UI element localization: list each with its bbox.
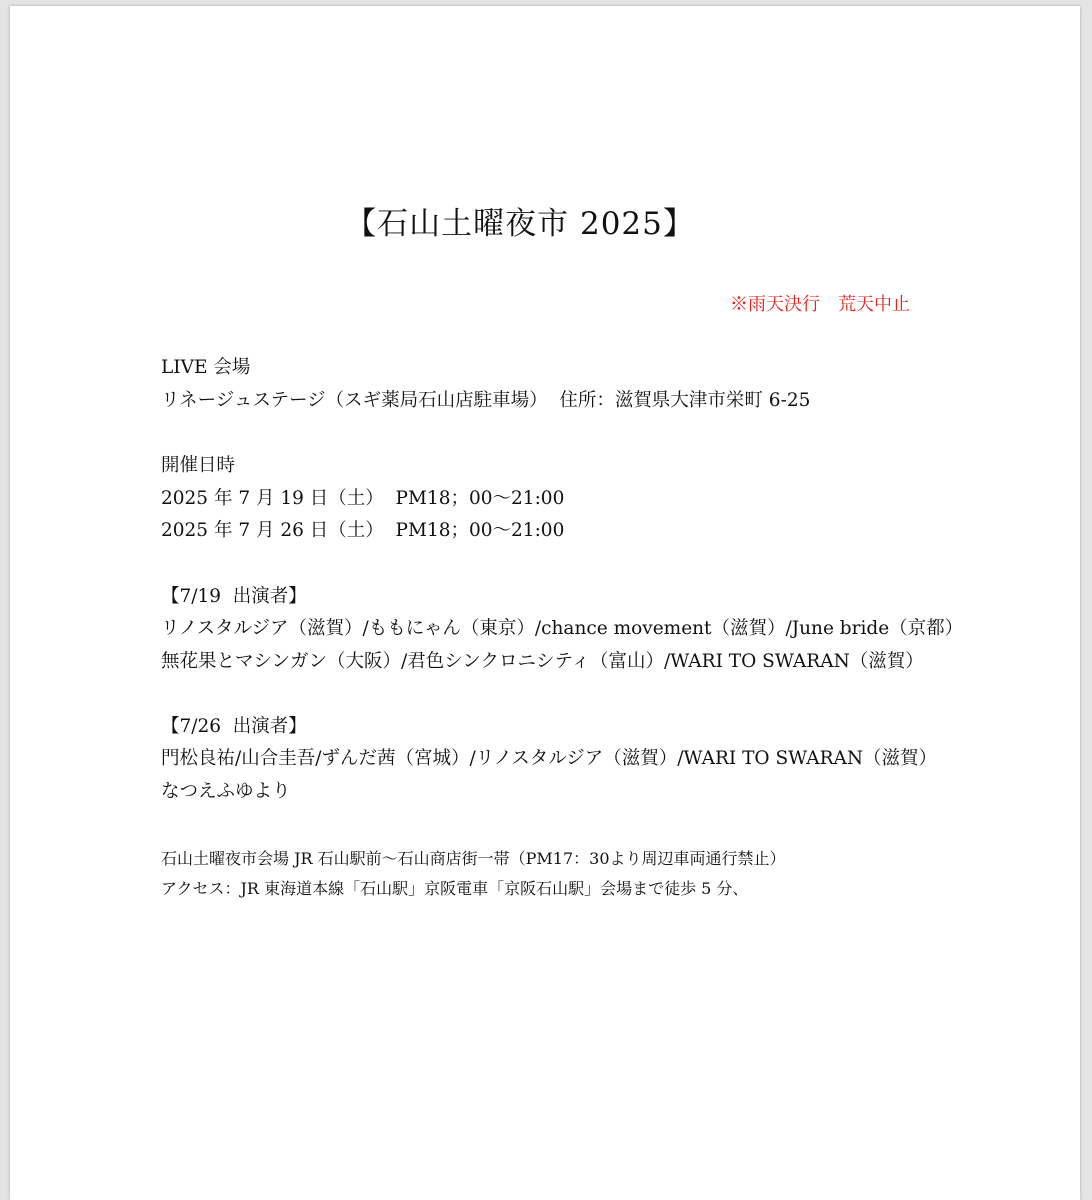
document-page xyxy=(10,6,1080,1200)
performers-0719-line-2: 無花果とマシンガン（大阪）/君色シンクロニシティ（富山）/WARI TO SWARAN（滋賀） xyxy=(161,651,924,672)
venue-heading: LIVE 会場 xyxy=(161,357,251,378)
weather-notice: ※雨天決行 荒天中止 xyxy=(730,294,910,315)
performers-0719-line-1: リノスタルジア（滋賀）/ももにゃん（東京）/chance movement（滋賀）/June bride（京都） xyxy=(161,618,964,639)
access-directions-line: アクセス：JR 東海道本線「石山駅」京阪電車「京阪石山駅」会場まで徒歩 5 分、 xyxy=(161,879,749,898)
performers-0726-heading: 【7/26 出演者】 xyxy=(161,716,307,737)
page-title: 【石山土曜夜市 2025】 xyxy=(345,206,695,242)
venue-detail: リネージュステージ（スギ薬局石山店駐車場） 住所：滋賀県大津市栄町 6-25 xyxy=(161,390,811,411)
performers-0726-line-1: 門松良祐/山合圭吾/ずんだ茜（宮城）/リノスタルジア（滋賀）/WARI TO SWARAN（滋賀） xyxy=(161,748,938,769)
date-item-2: 2025 年 7 月 26 日（土） PM18；00～21:00 xyxy=(161,520,565,541)
performers-0726-line-2: なつえふゆより xyxy=(161,781,291,802)
performers-0719-heading: 【7/19 出演者】 xyxy=(161,586,307,607)
date-item-1: 2025 年 7 月 19 日（土） PM18；00～21:00 xyxy=(161,488,565,509)
access-venue-line: 石山土曜夜市会場 JR 石山駅前～石山商店街一帯（PM17：30より周辺車両通行禁止） xyxy=(161,849,786,868)
dates-heading: 開催日時 xyxy=(161,455,236,476)
